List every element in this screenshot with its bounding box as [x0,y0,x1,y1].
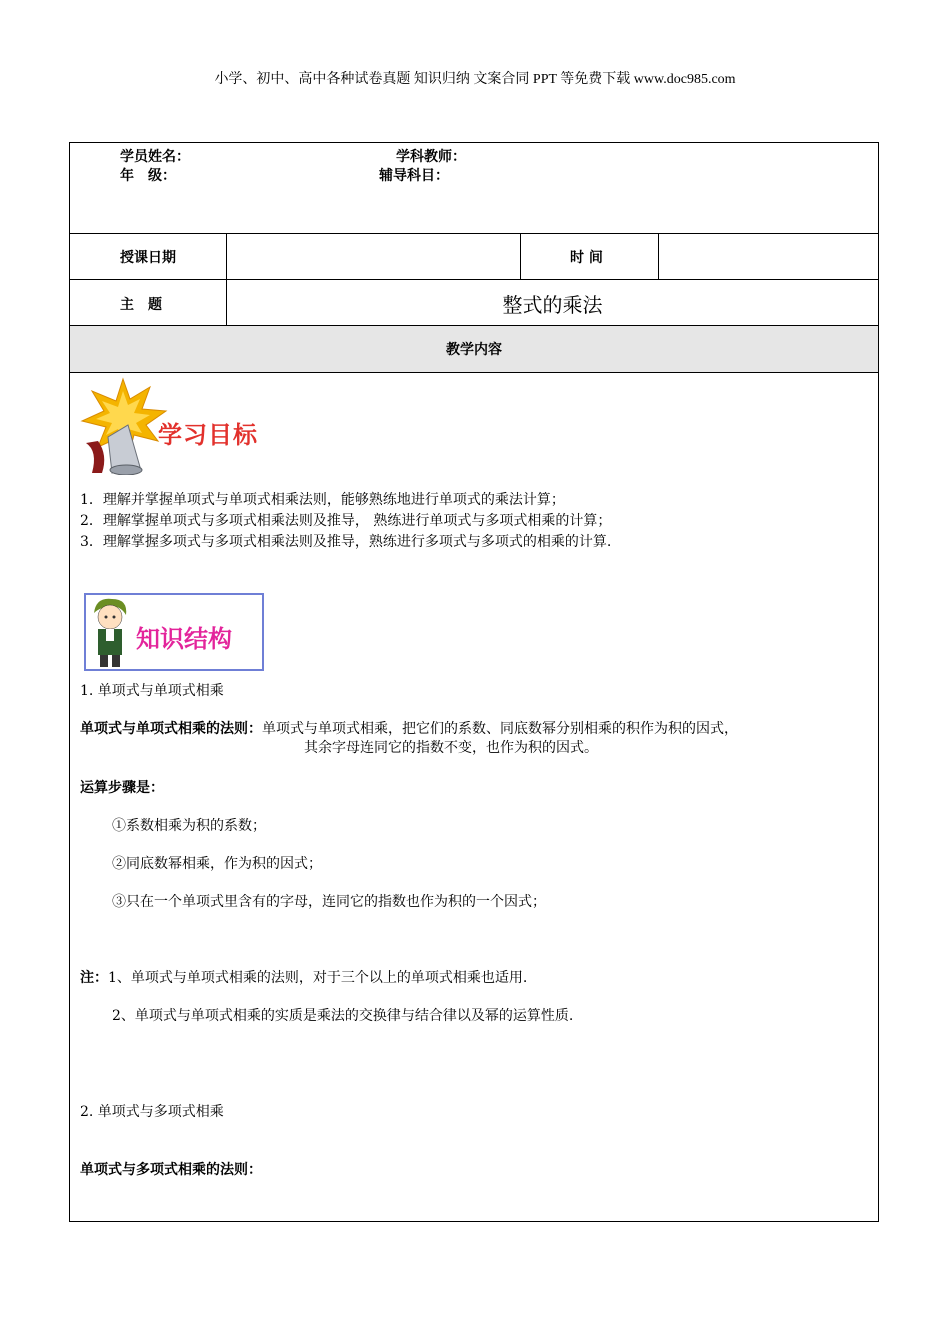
divider [520,234,521,279]
subject-label: 辅导科目： [379,168,449,184]
step-2: ②同底数幂相乘，作为积的因式； [112,856,322,872]
note-1-text: 1、单项式与单项式相乘的法则，对于三个以上的单项式相乘也适用. [108,970,528,986]
section-1-title: 1. 单项式与单项式相乘 [80,683,224,699]
rule-1-continuation: 其余字母连同它的指数不变，也作为积的因式。 [304,740,598,756]
divider [658,234,659,279]
knowledge-structure-banner-text: 知识结构 [136,625,232,653]
teaching-content-header [70,326,878,373]
time-label: 时 间 [570,250,603,266]
topic-label: 主 题 [120,297,162,313]
topic-title: 整式的乘法 [502,293,603,317]
note-label: 注： [80,970,108,986]
learning-goals-banner [78,377,263,475]
steps-label: 运算步骤是： [80,780,164,796]
student-name-label: 学员姓名： [120,149,190,165]
knowledge-structure-banner [84,593,264,671]
step-3: ③只在一个单项式里含有的字母，连同它的指数也作为积的一个因式； [112,894,546,910]
rule-2-label: 单项式与多项式相乘的法则： [80,1162,262,1178]
topic-row [70,280,878,326]
teacher-label: 学科教师： [396,149,466,165]
learning-goals-banner-text: 学习目标 [158,421,258,449]
page-header: 小学、初中、高中各种试卷真题 知识归纳 文案合同 PPT 等免费下载 www.doc985.com [214,72,736,87]
goal-item-3: 3．理解掌握多项式与多项式相乘法则及推导，熟练进行多项式与多项式的相乘的计算. [80,534,612,550]
date-label: 授课日期 [120,250,176,266]
note-1 [80,967,527,987]
lesson-plan-table [69,142,879,1222]
student-info-row [70,143,878,234]
rule-1-text: 单项式与单项式相乘，把它们的系数、同底数幂分别相乘的积作为积的因式， [262,721,738,737]
content-area [70,373,878,1223]
teaching-content-label: 教学内容 [446,342,502,358]
step-1: ①系数相乘为积的系数； [112,818,266,834]
note-2: 2、单项式与单项式相乘的实质是乘法的交换律与结合律以及幂的运算性质. [112,1008,574,1024]
rule-1 [80,718,738,738]
student-character-icon [88,595,132,669]
grade-label: 年 级： [120,168,176,184]
goal-item-1: 1．理解并掌握单项式与单项式相乘法则，能够熟练地进行单项式的乘法计算； [80,492,565,508]
section-2-title: 2. 单项式与多项式相乘 [80,1104,224,1120]
divider [226,234,227,279]
maple-leaf-bell-icon [78,377,168,475]
goal-item-2: 2．理解掌握单项式与多项式相乘法则及推导， 熟练进行单项式与多项式相乘的计算； [80,513,612,529]
schedule-row [70,234,878,280]
rule-1-label: 单项式与单项式相乘的法则： [80,721,262,737]
